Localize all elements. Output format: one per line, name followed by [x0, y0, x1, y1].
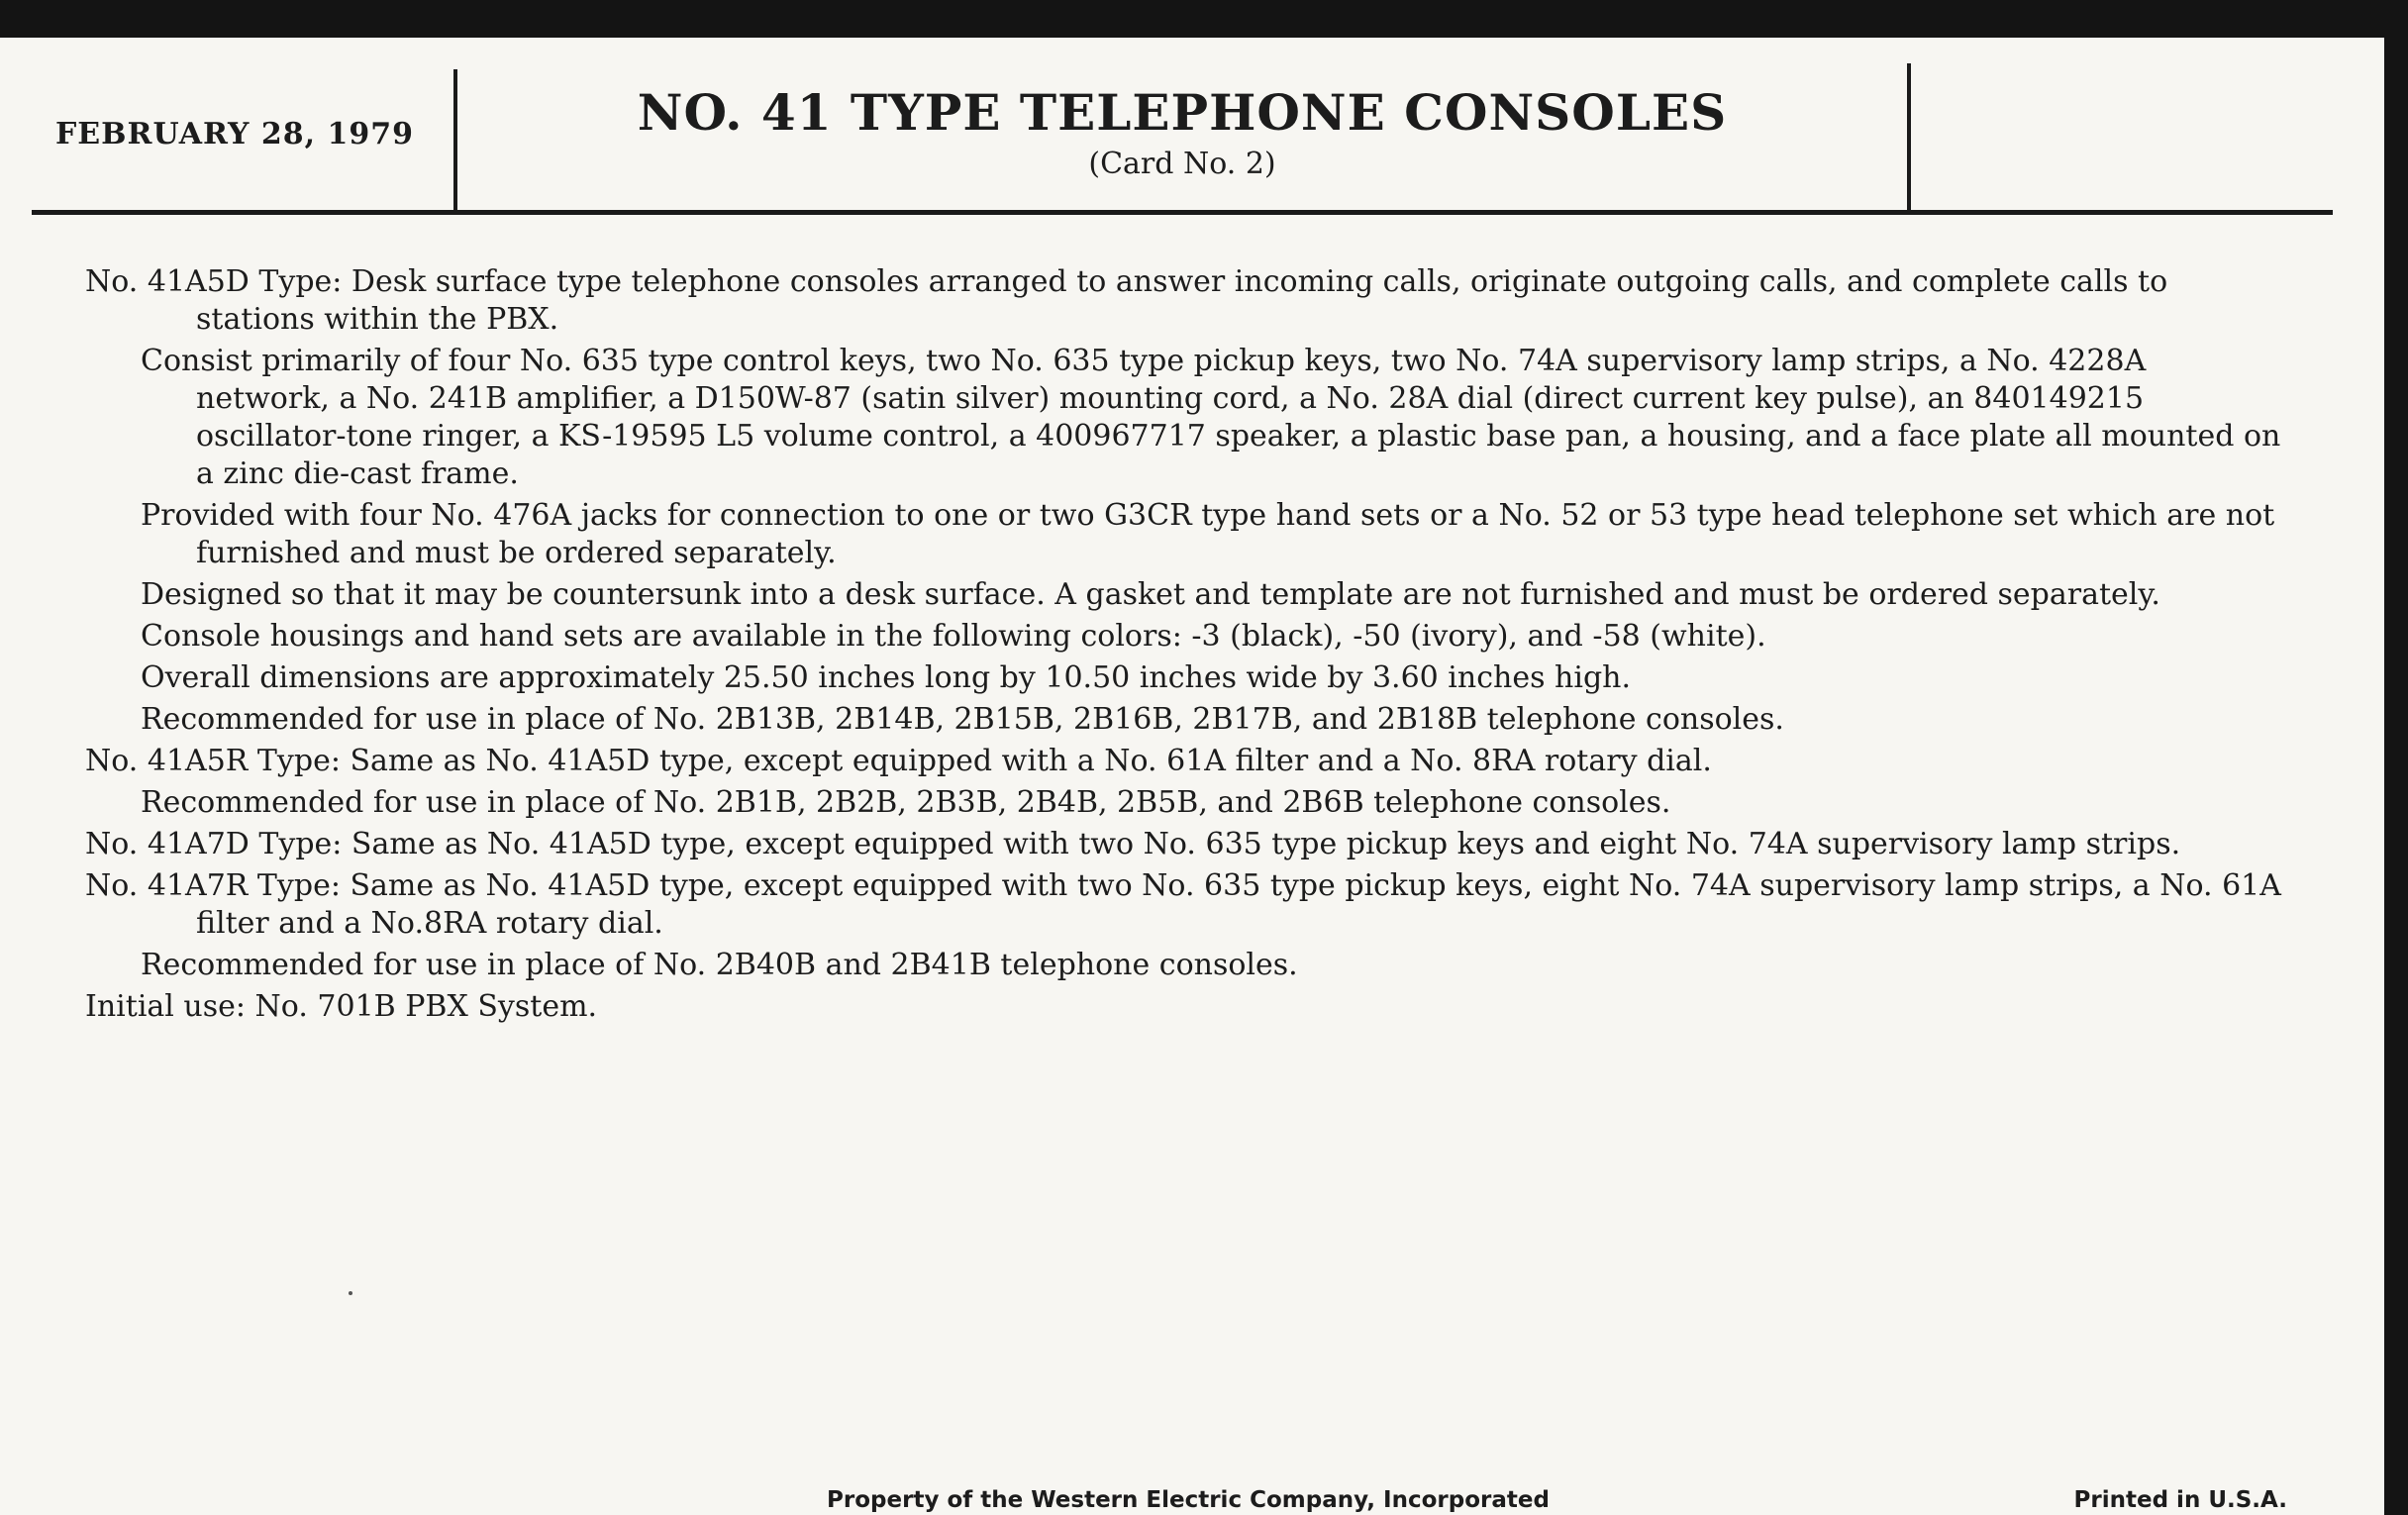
paragraph-41a7r: No. 41A7R Type: Same as No. 41A5D type, except equipped with two No. 635 type pickup keys, eight No. 74A supervisory lamp strips, a No. 61A filter and a No.8RA rotary dial. [85, 868, 2281, 941]
paragraph-jacks: Provided with four No. 476A jacks for connection to one or two G3CR type hand sets or a No. 52 or 53 type head telephone set which are not furnished and must be ordered separately. [141, 498, 2275, 570]
paragraph-dimensions: Overall dimensions are approximately 25.50 inches long by 10.50 inches wide by 3.60 inches high. [141, 660, 1632, 695]
card-title: NO. 41 TYPE TELEPHONE CONSOLES [637, 83, 1728, 142]
paragraph-composition: Consist primarily of four No. 635 type control keys, two No. 635 type pickup keys, two No. 74A supervisory lamp strips, a No. 4228A network, a No. 241B amplifier, a D150W-87 (satin silver) mounting cord, a No. 28A dial (direct current key pulse), an 840149215 oscillator-tone ringer, a KS-19595 L5 volume control, a 400967717 speaker, a plastic base pan, a housing, and a face plate all mounted on a zinc die-cast frame. [141, 344, 2281, 491]
paragraph-41a5d: No. 41A5D Type: Desk surface type telephone consoles arranged to answer incoming calls, originate outgoing calls, and complete calls to stations within the PBX. [85, 264, 2168, 337]
paragraph-41a7d: No. 41A7D Type: Same as No. 41A5D type, except equipped with two No. 635 type pickup keys and eight No. 74A supervisory lamp strips. [85, 827, 2181, 861]
paragraph-countersunk: Designed so that it may be countersunk into a desk surface. A gasket and template are not furnished and must be ordered separately. [141, 577, 2160, 612]
card-body [85, 263, 2285, 1030]
header-rule [32, 210, 2333, 215]
header-divider-right [1907, 63, 1911, 210]
footer-printed: Printed in U.S.A. [2073, 1487, 2287, 1513]
paragraph-recommended-41a7: Recommended for use in place of No. 2B40B and 2B41B telephone consoles. [141, 948, 1298, 982]
card-date: FEBRUARY 28, 1979 [55, 117, 414, 152]
card-title-block [457, 81, 1907, 184]
paper-speck [349, 1291, 352, 1295]
paragraph-initial-use: Initial use: No. 701B PBX System. [85, 989, 598, 1024]
paragraph-recommended-41a5d: Recommended for use in place of No. 2B13B, 2B14B, 2B15B, 2B16B, 2B17B, and 2B18B telephone consoles. [141, 702, 1784, 737]
footer-property: Property of the Western Electric Company, Incorporated [827, 1487, 1550, 1513]
paragraph-41a5r: No. 41A5R Type: Same as No. 41A5D type, except equipped with a No. 61A filter and a No. 8RA rotary dial. [85, 744, 1712, 778]
paragraph-colors: Console housings and hand sets are available in the following colors: -3 (black), -50 (ivory), and -58 (white). [141, 619, 1766, 654]
card-subtitle: (Card No. 2) [1088, 147, 1276, 181]
paragraph-recommended-41a5r: Recommended for use in place of No. 2B1B, 2B2B, 2B3B, 2B4B, 2B5B, and 2B6B telephone consoles. [141, 785, 1671, 820]
